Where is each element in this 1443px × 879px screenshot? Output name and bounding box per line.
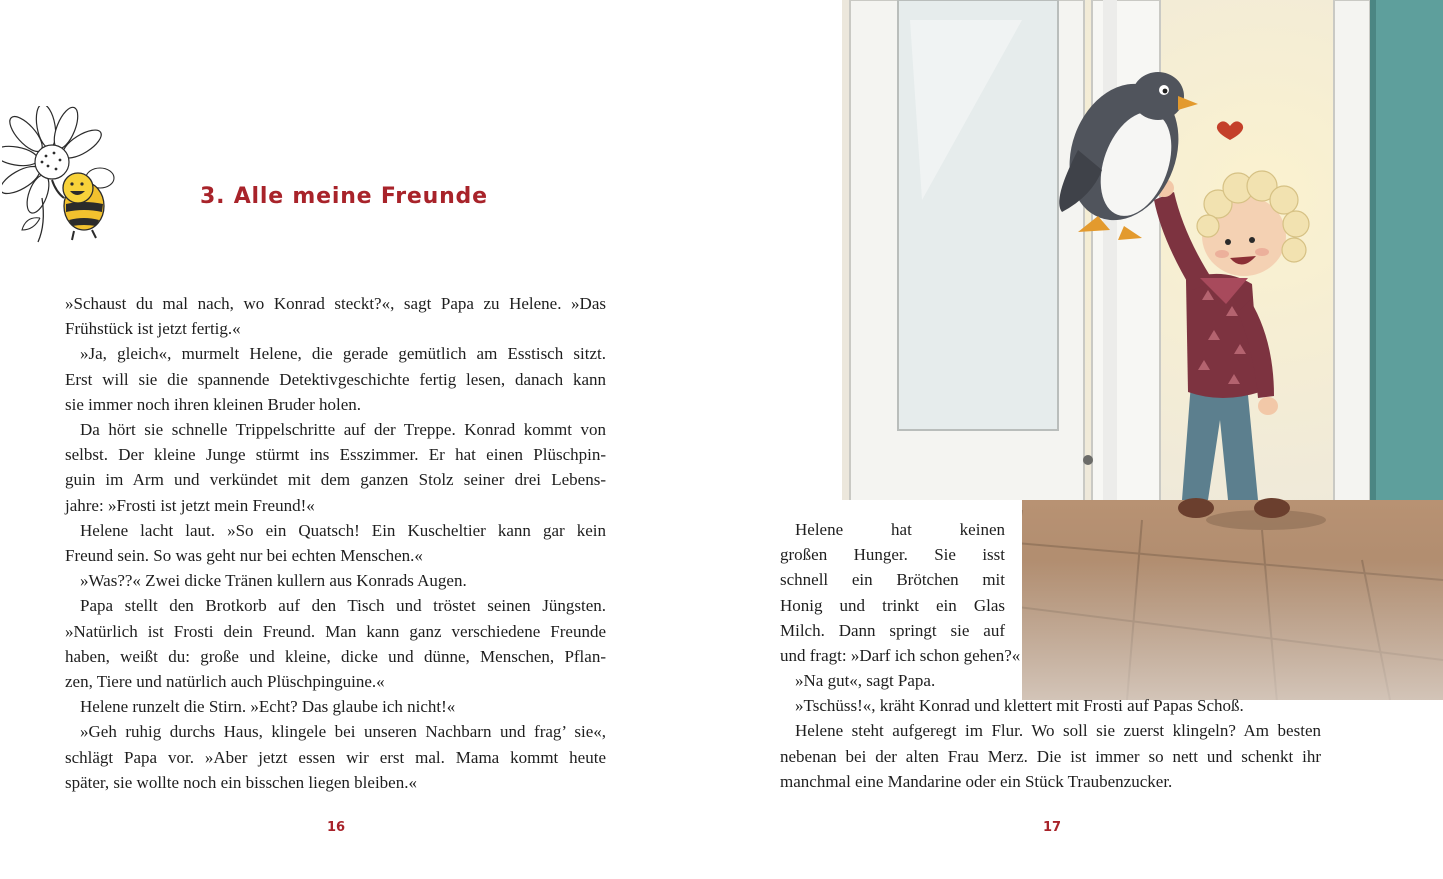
text-line: »Schaust du mal nach, wo Konrad steckt?«, sagt Papa zu Helene. »Das — [65, 294, 606, 313]
paragraph — [780, 718, 1321, 794]
text-line: Papa stellt den Brotkorb auf den Tisch und tröstet seinen Jüngsten. — [80, 596, 606, 616]
text-line: »Tschüss!«, kräht Konrad und klettert mit Frosti auf Papas Schoß. — [795, 696, 1244, 716]
text-line: »Ja, gleich«, murmelt Helene, die gerade gemütlich am Esstisch sitzt. — [80, 344, 606, 364]
text-line: schlägt Papa vor. »Aber jetzt essen wir erst mal. Mama kommt heute — [65, 747, 606, 767]
paragraph — [65, 593, 606, 694]
text-line: schnell ein Brötchen mit — [780, 570, 1005, 590]
text-line: großen Hunger. Sie isst — [780, 545, 1005, 565]
text-line: Helene runzelt die Stirn. »Echt? Das glaube ich nicht!« — [80, 697, 456, 717]
text-line: später, sie wollte noch ein bisschen liegen bleiben.« — [65, 772, 417, 792]
text-line: manchmal eine Mandarine oder ein Stück Traubenzucker. — [780, 771, 1173, 791]
text-line: Freund sein. So was geht nur bei echten Menschen.« — [65, 546, 423, 566]
text-line: jahre: »Frosti ist jetzt mein Freund!« — [65, 495, 315, 515]
paragraph — [65, 568, 606, 593]
text-line: Helene steht aufgeregt im Flur. Wo soll sie zuerst klingeln? Am besten — [795, 721, 1321, 741]
paragraph — [780, 668, 1321, 693]
text-line: guin im Arm und verkündet mit dem ganzen Stolz seiner drei Lebens- — [65, 470, 606, 490]
paragraph — [65, 719, 606, 795]
right-wide-text — [780, 668, 1321, 794]
text-line: »Na gut«, sagt Papa. — [795, 671, 936, 690]
text-line: Helene lacht laut. »So ein Quatsch! Ein Kuscheltier kann gar kein — [80, 520, 606, 540]
page-number-right: 17 — [1043, 820, 1062, 835]
paragraph — [65, 341, 606, 417]
paragraph — [780, 693, 1321, 718]
text-line: sie immer noch ihren kleinen Bruder holen. — [65, 394, 361, 414]
text-line: Helene hat keinen — [795, 520, 1005, 539]
left-body-text — [65, 291, 606, 795]
chapter-title: 3. Alle meine Freunde — [200, 184, 488, 209]
text-line: Honig und trinkt ein Glas — [780, 595, 1005, 615]
text-line: Milch. Dann springt sie auf — [780, 620, 1005, 640]
text-line: nebenan bei der alten Frau Merz. Die ist immer so nett und schenkt ihr — [780, 746, 1321, 766]
flower-bee-icon — [2, 106, 120, 248]
text-line: »Was??« Zwei dicke Tränen kullern aus Konrads Augen. — [80, 571, 467, 591]
text-line: Erst will sie die spannende Detektivgeschichte fertig lesen, danach kann — [65, 369, 606, 389]
paragraph — [65, 694, 606, 719]
paragraph — [65, 417, 606, 518]
text-line: Da hört sie schnelle Trippelschritte auf der Treppe. Konrad kommt von — [80, 420, 606, 440]
paragraph — [65, 291, 606, 341]
text-line: und fragt: »Darf ich schon gehen?« — [780, 646, 1021, 666]
page-number-left: 16 — [327, 820, 346, 835]
text-line: zen, Tiere und natürlich auch Plüschpinguine.« — [65, 672, 385, 692]
text-line: selbst. Der kleine Junge stürmt ins Esszimmer. Er hat einen Plüschpin- — [65, 445, 606, 465]
text-line: Frühstück ist jetzt fertig.« — [65, 319, 241, 339]
right-narrow-text — [780, 517, 1021, 668]
text-line: haben, weißt du: große und kleine, dicke und dünne, Menschen, Pflan- — [65, 646, 606, 666]
text-line: »Natürlich ist Frosti dein Freund. Man kann ganz verschiedene Freunde — [65, 621, 606, 641]
text-line: »Geh ruhig durchs Haus, klingele bei unseren Nachbarn und frag’ sie«, — [80, 722, 606, 742]
paragraph — [65, 518, 606, 568]
